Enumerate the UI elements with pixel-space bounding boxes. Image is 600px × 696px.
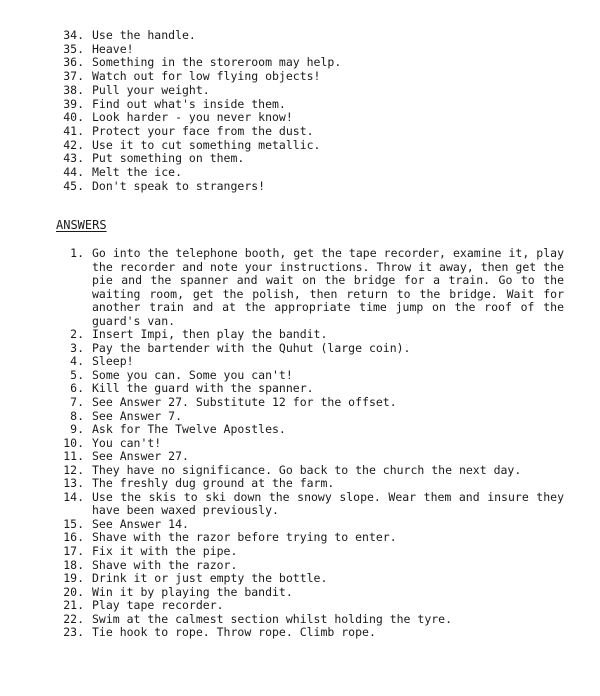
answer-item: [58, 518, 564, 532]
answer-number: 10.: [63, 435, 84, 450]
answer-text: Drink it or just empty the bottle.: [92, 571, 328, 586]
answer-item: [58, 626, 564, 640]
answer-item: [58, 355, 564, 369]
answer-item: [58, 342, 564, 356]
hint-number: 34.: [63, 28, 84, 42]
answer-item: [58, 247, 564, 328]
answer-number: 17.: [63, 544, 84, 559]
answer-number: 2.: [70, 327, 84, 342]
answer-number: 12.: [63, 462, 84, 477]
hint-text: Look harder - you never know!: [92, 110, 293, 125]
hint-item: [58, 84, 538, 98]
answer-number: 15.: [63, 516, 84, 531]
hint-item: [58, 166, 538, 180]
hints-list: [58, 29, 538, 193]
answer-text: Shave with the razor.: [92, 557, 238, 572]
hint-number: 43.: [63, 151, 84, 166]
hint-text: Protect your face from the dust.: [92, 123, 314, 138]
answer-text: See Answer 7.: [92, 408, 183, 423]
answer-item: [58, 328, 564, 342]
answer-item: [58, 382, 564, 396]
hint-number: 42.: [63, 137, 84, 152]
hint-item: [58, 111, 538, 125]
answer-text: They have no significance. Go back to the church the next day.: [92, 462, 522, 477]
answer-item: [58, 410, 564, 424]
hint-number: 41.: [63, 123, 84, 138]
hint-item: [58, 98, 538, 112]
answer-text: See Answer 27. Substitute 12 for the offset.: [92, 395, 397, 410]
hint-text: Something in the storeroom may help.: [92, 55, 342, 70]
answer-item: [58, 450, 564, 464]
answer-item: [58, 423, 564, 437]
answer-text: Win it by playing the bandit.: [92, 584, 293, 599]
answer-number: 21.: [63, 598, 84, 613]
answer-item: [58, 437, 564, 451]
hint-item: [58, 43, 538, 57]
hint-text: Watch out for low flying objects!: [92, 69, 321, 84]
answer-number: 7.: [70, 395, 84, 410]
answer-text: Go into the telephone booth, get the tape recorder, examine it, play the recorder and note your instructions. Throw it away, then get the pie and the spanner and wait on the bridge for a train. Go to the waiting room, get the polish, then return to the bridge. Wait for another train and at the appropriate time jump on the roof of the guard's van.: [92, 246, 564, 328]
hint-number: 40.: [63, 110, 84, 125]
answer-item: [58, 491, 564, 518]
answer-item: [58, 464, 564, 478]
answer-text: See Answer 27.: [92, 449, 189, 464]
answer-text: Shave with the razor before trying to enter.: [92, 530, 397, 545]
answer-number: 4.: [70, 354, 84, 369]
answer-number: 16.: [63, 530, 84, 545]
hint-number: 37.: [63, 69, 84, 84]
hint-text: Find out what's inside them.: [92, 96, 286, 111]
hint-text: Don't speak to strangers!: [92, 178, 266, 193]
hint-item: [58, 29, 538, 43]
answer-text: Insert Impi, then play the bandit.: [92, 327, 328, 342]
hint-item: [58, 70, 538, 84]
answer-number: 19.: [63, 571, 84, 586]
answer-item: [58, 369, 564, 383]
answer-item: [58, 396, 564, 410]
answer-item: [58, 559, 564, 573]
hint-number: 36.: [63, 55, 84, 70]
answer-number: 3.: [70, 340, 84, 355]
answer-item: [58, 477, 564, 491]
answer-item: [58, 572, 564, 586]
answer-number: 18.: [63, 557, 84, 572]
hint-text: Use it to cut something metallic.: [92, 137, 321, 152]
answer-item: [58, 613, 564, 627]
hint-item: [58, 125, 538, 139]
answer-item: [58, 599, 564, 613]
answer-number: 9.: [70, 422, 84, 437]
answer-text: Pay the bartender with the Quhut (large coin).: [92, 340, 411, 355]
answer-text: Ask for The Twelve Apostles.: [92, 422, 286, 437]
answer-number: 14.: [63, 489, 84, 504]
answer-number: 6.: [70, 381, 84, 396]
answer-item: [58, 545, 564, 559]
answer-number: 13.: [63, 476, 84, 491]
hint-text: Heave!: [92, 41, 134, 56]
answer-text: Tie hook to rope. Throw rope. Climb rope.: [92, 625, 376, 640]
answer-text: You can't!: [92, 435, 162, 450]
answer-text: Fix it with the pipe.: [92, 544, 238, 559]
answer-number: 23.: [63, 625, 84, 640]
hint-item: [58, 139, 538, 153]
hint-number: 45.: [63, 178, 84, 193]
answer-text: Kill the guard with the spanner.: [92, 381, 314, 396]
hint-item: [58, 180, 538, 194]
answer-text: Play tape recorder.: [92, 598, 224, 613]
answer-text: Some you can. Some you can't!: [92, 367, 293, 382]
hint-text: Put something on them.: [92, 151, 245, 166]
answer-number: 8.: [70, 408, 84, 423]
hint-text: Use the handle.: [92, 28, 196, 42]
answer-text: See Answer 14.: [92, 516, 189, 531]
hint-item: [58, 152, 538, 166]
hint-number: 35.: [63, 41, 84, 56]
answer-number: 20.: [63, 584, 84, 599]
answer-text: The freshly dug ground at the farm.: [92, 476, 335, 491]
answers-heading: ANSWERS: [56, 218, 107, 232]
answers-list: [58, 247, 564, 640]
answer-number: 1.: [70, 246, 84, 260]
answer-text: Use the skis to ski down the snowy slope. Wear them and insure they have been waxed previously.: [92, 489, 564, 518]
answer-item: [58, 586, 564, 600]
hint-item: [58, 56, 538, 70]
hint-number: 44.: [63, 165, 84, 180]
answer-number: 22.: [63, 611, 84, 626]
answer-text: Sleep!: [92, 354, 134, 369]
answer-number: 11.: [63, 449, 84, 464]
hint-number: 39.: [63, 96, 84, 111]
hint-text: Pull your weight.: [92, 82, 210, 97]
answer-text: Swim at the calmest section whilst holding the tyre.: [92, 611, 453, 626]
hint-text: Melt the ice.: [92, 165, 183, 180]
hint-number: 38.: [63, 82, 84, 97]
answer-number: 5.: [70, 367, 84, 382]
answer-item: [58, 531, 564, 545]
